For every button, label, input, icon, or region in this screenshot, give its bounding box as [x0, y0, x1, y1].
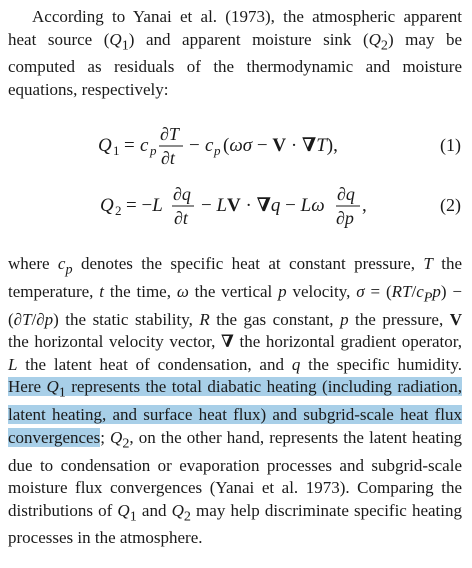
equation-1 — [0, 118, 472, 178]
equation-1-formula — [0, 118, 472, 178]
svg-text:=: = — [124, 135, 135, 156]
intro-paragraph: According to Yanai et al. (1973), the atmospheric apparent heat source $(Q_1)$ and apparent moisture sink $(Q_2)$ may be computed as residuals of the thermodynamic and moisture equations, respectively: — [8, 7, 463, 99]
svg-text:∂p: ∂p — [336, 208, 354, 228]
highlighted-sentence: Here $Q_1$ represents the total diabatic heating (including radiation, latent heating, and surface heat flux) and subgrid-scale heat flux convergences — [8, 377, 462, 447]
svg-text:,: , — [362, 195, 367, 216]
equation-2 — [0, 178, 472, 238]
svg-text:= −L: = −L — [126, 195, 163, 216]
svg-text:∂q: ∂q — [337, 184, 355, 204]
svg-text:(ωσ − V · ∇T),: (ωσ − V · ∇T), — [223, 135, 338, 156]
svg-text:∂t: ∂t — [161, 148, 175, 168]
svg-text:− LV · ∇q − Lω: − LV · ∇q − Lω — [201, 195, 325, 216]
svg-text:c: c — [140, 135, 149, 156]
svg-text:∂q: ∂q — [173, 184, 191, 204]
equation-2-number: (2) — [440, 195, 461, 215]
svg-text:1: 1 — [113, 143, 120, 158]
svg-text:−: − — [189, 135, 200, 156]
svg-text:Q: Q — [100, 195, 114, 216]
svg-text:p: p — [214, 143, 221, 158]
equation-1-number: (1) — [440, 135, 461, 155]
body-paragraph: where $c_p$ denotes the specific heat at constant pressure, T the temperature, t the time, ω the vertical p velocity, $\sigma = (RT/c_Pp) - (\partial T/\partial p)$ the static stability, R the gas constant, p the pressure, V the horizontal velocity vector, ∇ the horizontal gradient operator, L the latent heat of condensation, and q the specific humidity. Here $Q_1$ represents the total diabatic heating (including radiation, latent heating, and surface heat flux) and subgrid-scale heat flux convergences; $Q_2$, on the other hand, represents the latent heating due to condensation or evaporation processes and subgrid-scale moisture flux convergences (Yanai et al. 1973). Comparing the distributions of $Q_1$ and $Q_2$ may help discriminate specific heating processes in the atmosphere. — [8, 254, 463, 548]
svg-text:2: 2 — [115, 203, 122, 218]
svg-text:p: p — [150, 143, 157, 158]
svg-text:c: c — [205, 135, 214, 156]
svg-text:∂T: ∂T — [160, 124, 179, 144]
equation-2-formula — [0, 178, 472, 238]
svg-text:Q: Q — [98, 135, 112, 156]
svg-text:∂t: ∂t — [174, 208, 188, 228]
